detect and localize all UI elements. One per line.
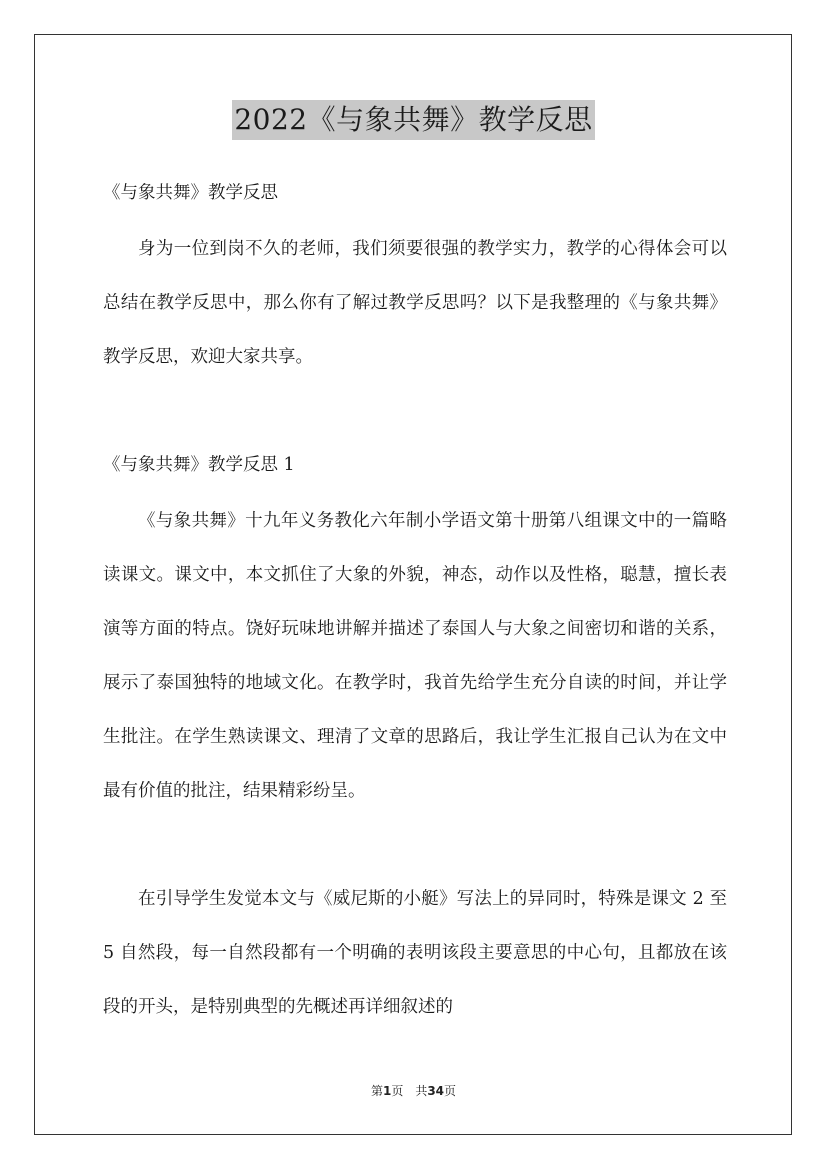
footer-page-total: 34 (427, 1084, 445, 1098)
section-paragraph-1: 《与象共舞》十九年义务教化六年制小学语文第十册第八组课文中的一篇略读课文。课文中，本文抓住了大象的外貌，神态，动作以及性格，聪慧，擅长表演等方面的特点。饶好玩味地讲解并描述了泰国人与大象之间密切和谐的关系，展示了泰国独特的地域文化。在教学时，我首先给学生充分自读的时间，并让学生批注。在学生熟读课文、理清了文章的思路后，我让学生汇报自己认为在文中最有价值的批注，结果精彩纷呈。 (103, 511, 727, 801)
footer-page-mid: 页 共 (391, 1084, 428, 1098)
footer-page-prefix: 第 (370, 1084, 383, 1098)
section-heading: 《与象共舞》教学反思 1 (103, 455, 295, 475)
document-title (0, 100, 827, 140)
document-title-text: 2022《与象共舞》教学反思 (232, 100, 594, 140)
footer-page-suffix: 页 (444, 1084, 457, 1098)
intro-paragraph: 身为一位到岗不久的老师，我们须要很强的教学实力，教学的心得体会可以总结在教学反思中，那么你有了解过教学反思吗？以下是我整理的《与象共舞》教学反思，欢迎大家共享。 (103, 239, 727, 367)
section-paragraph-2: 在引导学生发觉本文与《威尼斯的小艇》写法上的异同时，特殊是课文 2 至 5 自然段，每一自然段都有一个明确的表明该段主要意思的中心句，且都放在该段的开头，是特别典型的先概述再详细叙述的 (103, 889, 727, 1017)
document-subtitle: 《与象共舞》教学反思 (103, 183, 278, 203)
footer-page-current: 1 (382, 1084, 392, 1098)
page-footer (0, 1082, 827, 1099)
